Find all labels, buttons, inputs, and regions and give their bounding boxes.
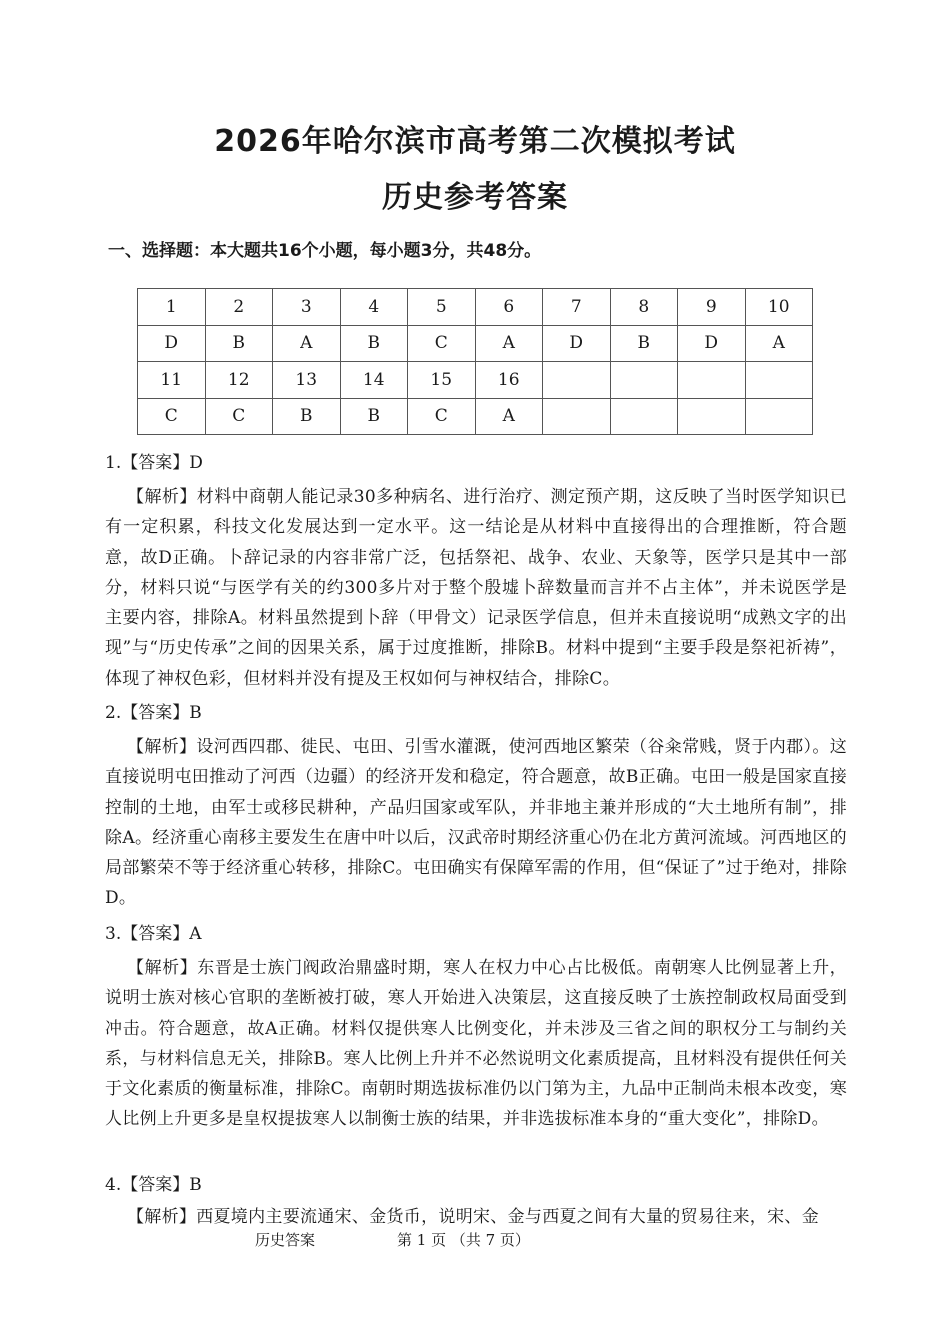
analysis-q1: 【解析】材料中商朝人能记录30多种病名、进行治疗、测定预产期，这反映了当时医学知识已有一定积累，科技文化发展达到一定水平。这一结论是从材料中直接得出的合理推断，符合题意，故D正确。卜辞记录的内容非常广泛，包括祭祀、战争、农业、天象等，医学只是其中一部分，材料只说“与医学有关的约300多片对于整个殷墟卜辞数量而言并不占主体”，并未说医学是主要内容，排除A。材料虽然提到卜辞（甲骨文）记录医学信息，但并未直接说明“成熟文字的出现”与“历史传承”之间的因果关系，属于过度推断，排除B。材料中提到“主要手段是祭祀祈祷”，体现了神权色彩，但材料并没有提及王权如何与神权结合，排除C。 <box>105 487 847 689</box>
table-cell: B <box>340 325 408 362</box>
table-cell <box>678 362 746 399</box>
answer-key-title: 历史参考答案 <box>382 180 568 215</box>
table-row <box>138 325 813 362</box>
table-cell: B <box>340 398 408 435</box>
table-cell: C <box>138 398 206 435</box>
table-cell: 7 <box>543 289 611 326</box>
table-cell: A <box>475 398 543 435</box>
analysis-q3: 【解析】东晋是士族门阀政治鼎盛时期，寒人在权力中心占比极低。南朝寒人比例显著上升，说明士族对核心官职的垄断被打破，寒人开始进入决策层，这直接反映了士族控制政权局面受到冲击。符合题意，故A正确。材料仅提供寒人比例变化，并未涉及三省之间的职权分工与制约关系，与材料信息无关，排除B。寒人比例上升并不必然说明文化素质提高，且材料没有提供任何关于文化素质的衡量标准，排除C。南朝时期选拔标准仍以门第为主，九品中正制尚未根本改变，寒人比例上升更多是皇权提拔寒人以制衡士族的结果，并非选拔标准本身的“重大变化”，排除D。 <box>105 958 847 1130</box>
table-cell: A <box>475 325 543 362</box>
table-cell: A <box>745 325 813 362</box>
table-cell <box>543 398 611 435</box>
table-cell: 12 <box>205 362 273 399</box>
table-cell <box>745 362 813 399</box>
table-row <box>138 289 813 326</box>
table-cell: 11 <box>138 362 206 399</box>
table-cell: 16 <box>475 362 543 399</box>
table-cell <box>610 398 678 435</box>
table-cell: 4 <box>340 289 408 326</box>
analysis-q4: 【解析】西夏境内主要流通宋、金货币，说明宋、金与西夏之间有大量的贸易往来，宋、金 <box>127 1207 819 1227</box>
table-cell: 15 <box>408 362 476 399</box>
table-cell: 6 <box>475 289 543 326</box>
table-cell <box>745 398 813 435</box>
answer-line-q1: 1.【答案】D <box>105 453 203 473</box>
table-cell: C <box>408 398 476 435</box>
table-cell: B <box>610 325 678 362</box>
answer-line-q2: 2.【答案】B <box>105 703 202 723</box>
table-cell: C <box>205 398 273 435</box>
analysis-q2: 【解析】设河西四郡、徙民、屯田、引雪水灌溉，使河西地区繁荣（谷籴常贱，贤于内郡）。这直接说明屯田推动了河西（边疆）的经济开发和稳定，符合题意，故B正确。屯田一般是国家直接控制的土地，由军士或移民耕种，产品归国家或军队，并非地主兼并形成的“大土地所有制”，排除A。经济重心南移主要发生在唐中叶以后，汉武帝时期经济重心仍在北方黄河流域。河西地区的局部繁荣不等于经济重心转移，排除C。屯田确实有保障军需的作用，但“保证了”过于绝对，排除D。 <box>105 737 847 909</box>
table-cell: A <box>273 325 341 362</box>
table-cell: 3 <box>273 289 341 326</box>
table-cell: 5 <box>408 289 476 326</box>
table-cell <box>678 398 746 435</box>
table-cell <box>610 362 678 399</box>
table-cell: 9 <box>678 289 746 326</box>
table-cell: 13 <box>273 362 341 399</box>
answer-line-q4: 4.【答案】B <box>105 1175 202 1195</box>
table-cell: C <box>408 325 476 362</box>
table-cell: 2 <box>205 289 273 326</box>
table-cell: 10 <box>745 289 813 326</box>
table-cell: D <box>138 325 206 362</box>
answer-table <box>137 288 813 435</box>
section-heading: 一、选择题：本大题共16个小题，每小题3分，共48分。 <box>108 241 542 261</box>
footer-subject: 历史答案 <box>255 1231 316 1249</box>
table-cell: B <box>273 398 341 435</box>
table-cell: 14 <box>340 362 408 399</box>
exam-title: 2026年哈尔滨市高考第二次模拟考试 <box>214 124 736 159</box>
table-row <box>138 362 813 399</box>
table-cell: 1 <box>138 289 206 326</box>
table-cell: D <box>543 325 611 362</box>
table-cell: 8 <box>610 289 678 326</box>
table-cell: D <box>678 325 746 362</box>
table-row <box>138 398 813 435</box>
footer-page-number: 第 1 页 （共 7 页） <box>397 1231 530 1249</box>
table-cell: B <box>205 325 273 362</box>
answer-line-q3: 3.【答案】A <box>105 924 202 944</box>
table-cell <box>543 362 611 399</box>
